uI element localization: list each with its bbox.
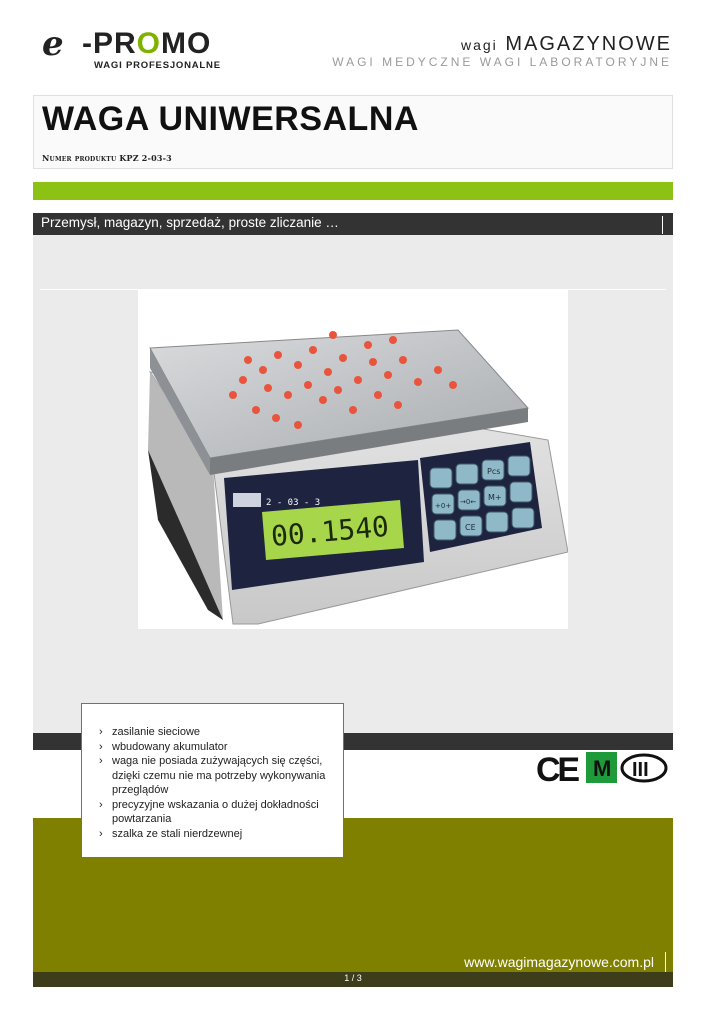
list-item: › precyzyjne wskazania o dużej dokładności powtarzania (99, 798, 319, 825)
bullet-icon: › (99, 798, 103, 811)
list-item: › zasilanie sieciowe (99, 726, 201, 738)
divider (665, 952, 666, 972)
key-tare: +0+ (435, 502, 452, 510)
key-mplus: M+ (488, 493, 502, 502)
product-photo (138, 290, 568, 629)
list-item: › waga nie posiada zużywających się części, dzięki czemu nie ma potrzeby wykonywania przeglądów (99, 755, 326, 796)
features-list (82, 704, 343, 841)
bullet-icon: › (99, 726, 103, 738)
website-link[interactable]: www.wagimagazynowe.com.pl (464, 954, 654, 970)
brand-logo (42, 24, 242, 71)
header-subtagline: WAGI MEDYCZNE WAGI LABORATORYJNE (332, 55, 672, 69)
certification-marks (536, 751, 668, 785)
list-item: › szalka ze stali nierdzewnej (99, 827, 243, 840)
accent-bar (33, 182, 673, 200)
header-tagline: wagi MAGAZYNOWE (460, 33, 672, 55)
key-pcs: Pcs (487, 467, 501, 476)
key-zero: →0← (460, 498, 477, 506)
features-box (81, 703, 344, 858)
ce-mark: CE (536, 751, 580, 785)
product-number: Numer produktu KPZ 2-03-3 (42, 153, 172, 163)
model-label: 2 - 03 - 3 (266, 498, 321, 508)
display-readout: 00.1540 (269, 509, 391, 553)
list-item: › wbudowany akumulator (99, 740, 228, 753)
page-number: 1 / 3 (344, 973, 362, 983)
bullet-icon: › (99, 755, 103, 767)
key-ce: CE (465, 523, 476, 532)
page-title: WAGA UNIWERSALNA (42, 100, 419, 138)
footer-bar (33, 972, 673, 987)
section-header (33, 213, 673, 235)
section-title: Przemysł, magazyn, sprzedaż, proste zliczanie … (41, 215, 339, 230)
scale-illustration (138, 290, 568, 629)
logo-mark: e (42, 24, 64, 64)
metrology-letter: M (593, 756, 612, 781)
divider (662, 216, 663, 234)
logo-wordmark: -PROMO (82, 27, 212, 60)
bullet-icon: › (99, 827, 103, 840)
logo-subtitle: WAGI PROFESJONALNE (94, 60, 221, 71)
bullet-icon: › (99, 740, 103, 753)
title-box (33, 95, 673, 169)
accuracy-class-text: III (632, 759, 649, 781)
